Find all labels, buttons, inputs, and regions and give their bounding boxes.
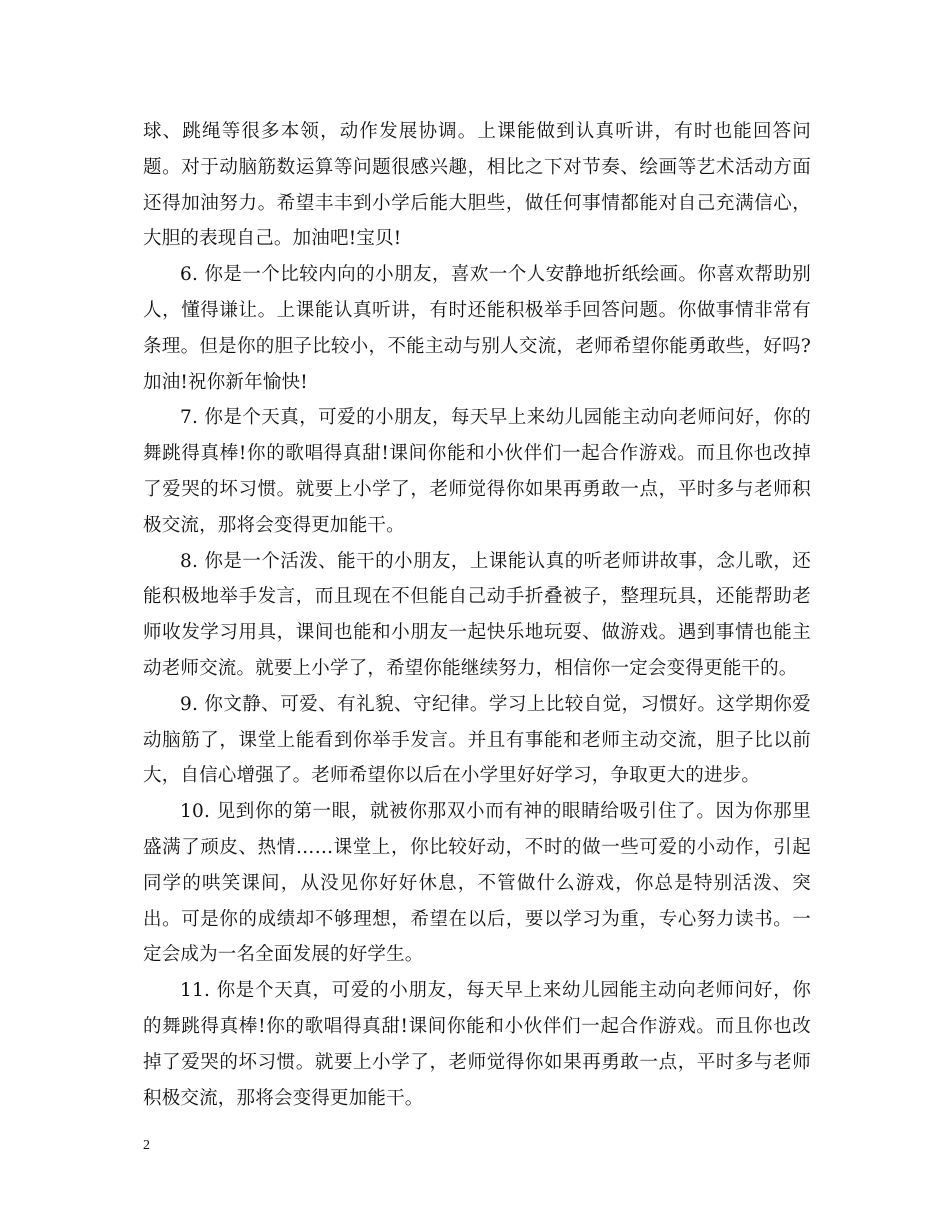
paragraph-comment-6: 6. 你是一个比较内向的小朋友，喜欢一个人安静地折纸绘画。你喜欢帮助别人，懂得谦让。上课能认真听讲，有时还能积极举手回答问题。你做事情非常有条理。但是你的胆子比较小，不能主动与别人交流，老师希望你能勇敢些，好吗?加油!祝你新年愉快! <box>143 264 811 393</box>
paragraph-comment-8: 8. 你是一个活泼、能干的小朋友，上课能认真的听老师讲故事，念儿歌，还能积极地举手发言，而且现在不但能自己动手折叠被子，整理玩具，还能帮助老师收发学习用具，课间也能和小朋友一起快乐地玩耍、做游戏。遇到事情也能主动老师交流。就要上小学了，希望你能继续努力，相信你一定会变得更能干的。 <box>143 550 811 679</box>
paragraph-comment-10: 10. 见到你的第一眼，就被你那双小而有神的眼睛给吸引住了。因为你那里盛满了顽皮、热情……课堂上，你比较好动，不时的做一些可爱的小动作，引起同学的哄笑课间，从没见你好好休息，不管做什么游戏，你总是特别活泼、突出。可是你的成绩却不够理想，希望在以后，要以学习为重，专心努力读书。一定会成为一名全面发展的好学生。 <box>143 801 811 966</box>
paragraph-comment-11: 11. 你是个天真，可爱的小朋友，每天早上来幼儿园能主动向老师问好，你的舞跳得真棒!你的歌唱得真甜!课间你能和小伙伴们一起合作游戏。而且你也改掉了爱哭的坏习惯。就要上小学了，老师觉得你如果再勇敢一点，平时多与老师积极交流，那将会变得更加能干。 <box>143 980 811 1109</box>
paragraph-comment-9: 9. 你文静、可爱、有礼貌、守纪律。学习上比较自觉，习惯好。这学期你爱动脑筋了，课堂上能看到你举手发言。并且有事能和老师主动交流，胆子比以前大，自信心增强了。老师希望你以后在小学里好好学习，争取更大的进步。 <box>143 693 811 787</box>
paragraph-comment-7: 7. 你是个天真，可爱的小朋友，每天早上来幼儿园能主动向老师问好，你的舞跳得真棒!你的歌唱得真甜!课间你能和小伙伴们一起合作游戏。而且你也改掉了爱哭的坏习惯。就要上小学了，老师觉得你如果再勇敢一点，平时多与老师积极交流，那将会变得更加能干。 <box>143 407 811 536</box>
page-number: 2 <box>143 1138 150 1153</box>
paragraph-continuation: 球、跳绳等很多本领，动作发展协调。上课能做到认真听讲，有时也能回答问题。对于动脑筋数运算等问题很感兴趣，相比之下对节奏、绘画等艺术活动方面还得加油努力。希望丰丰到小学后能大胆些，做任何事情都能对自己充满信心，大胆的表现自己。加油吧!宝贝! <box>143 121 811 250</box>
document-body <box>143 114 811 1116</box>
